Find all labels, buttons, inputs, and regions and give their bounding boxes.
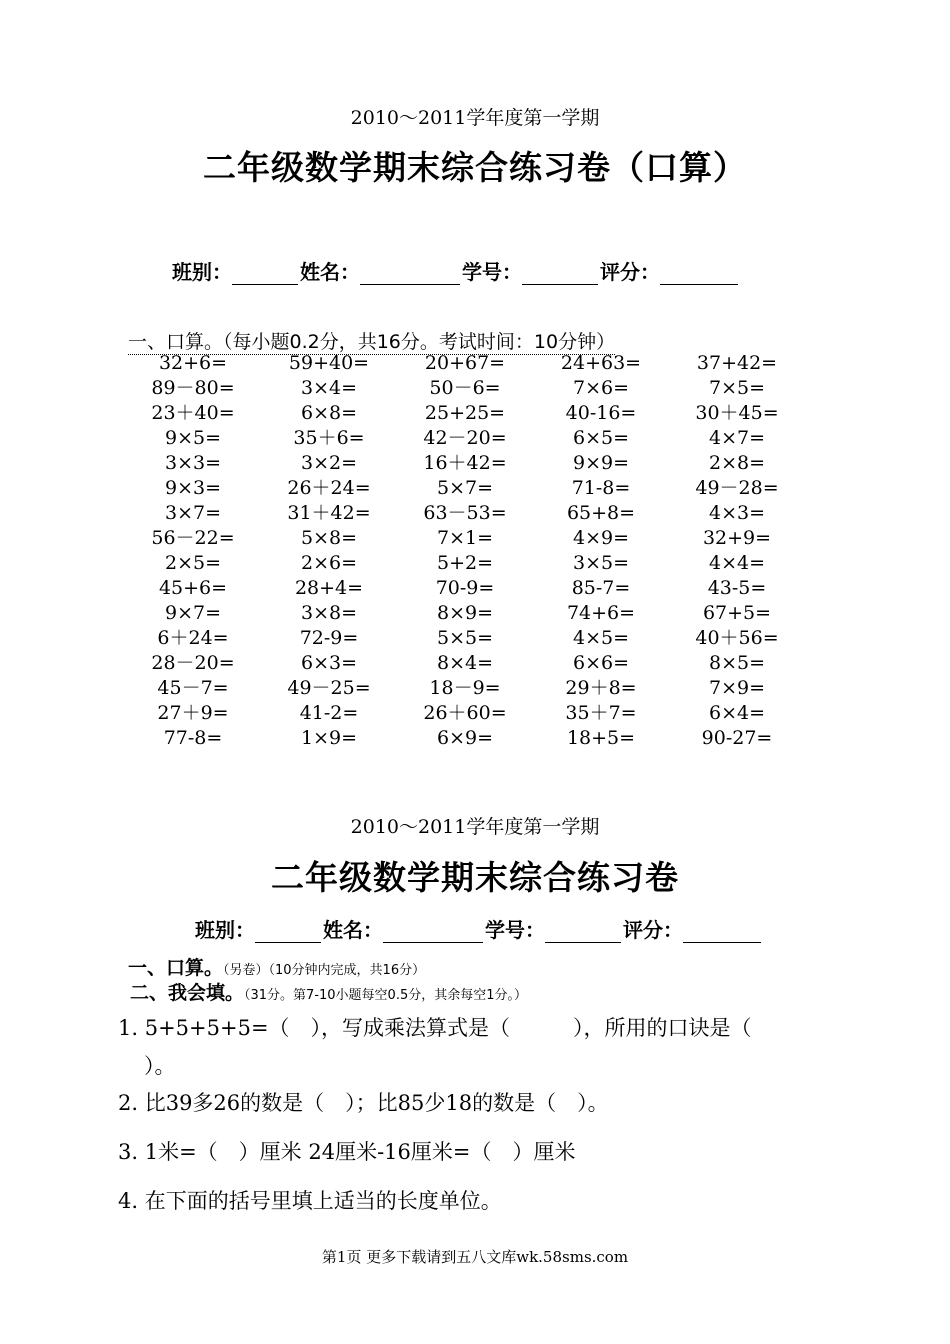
problem-cell: 70-9= [435,577,495,599]
problem-cell: 37+42= [696,352,778,374]
name-blank[interactable] [383,924,483,943]
problem-cell: 63－53= [423,502,507,524]
section1-note: （另卷）（10分钟内完成，共16分） [223,963,426,978]
sheet1-title: 二年级数学期末综合练习卷（口算） [203,148,747,187]
problem-cell: 40-16= [565,402,637,424]
sheet1-section-heading: 一、口算。（每小题0.2分，共16分。考试时间：10分钟） [128,327,615,355]
question-3: 3. 1米=（ ）厘米 24厘米-16厘米=（ ）厘米 [118,1140,576,1164]
problem-cell: 6×5= [572,427,630,449]
problem-cell: 89－80= [151,377,235,399]
class-label: 班别： [172,260,232,284]
score-blank[interactable] [660,266,738,285]
problem-cell: 30＋45= [695,402,779,424]
class-label: 班别： [195,918,255,942]
problem-cell: 7×1= [436,527,494,549]
number-blank[interactable] [522,266,598,285]
problem-cell: 67+5= [702,602,772,624]
problem-cell: 18－9= [429,677,501,699]
problem-cell: 4×5= [572,627,630,649]
problem-cell: 90-27= [701,727,773,749]
sheet2-info-row [195,914,763,943]
question-4: 4. 在下面的括号里填上适当的长度单位。 [118,1189,502,1213]
sheet2-section2 [130,978,527,1005]
problem-cell: 4×3= [708,502,766,524]
problem-cell: 7×9= [708,677,766,699]
problem-cell: 3×2= [300,452,358,474]
problem-cell: 28－20= [151,652,235,674]
problem-cell: 6×4= [708,702,766,724]
problem-cell: 3×7= [164,502,222,524]
problem-cell: 24+63= [560,352,642,374]
problem-cell: 49－25= [287,677,371,699]
score-label: 评分： [623,918,683,942]
question-2: 2. 比39多26的数是（ ）；比85少18的数是（ ）。 [118,1091,609,1115]
problem-cell: 26＋60= [423,702,507,724]
problem-cell: 45－7= [157,677,229,699]
problem-cell: 85-7= [571,577,631,599]
problem-cell: 9×3= [164,477,222,499]
problem-cell: 8×4= [436,652,494,674]
problem-cell: 71-8= [571,477,631,499]
problem-cell: 6×8= [300,402,358,424]
problem-cell: 6×6= [572,652,630,674]
problem-cell: 45+6= [158,577,228,599]
problem-cell: 28+4= [294,577,364,599]
score-blank[interactable] [683,924,761,943]
class-blank[interactable] [255,924,321,943]
problem-cell: 2×8= [708,452,766,474]
sheet1-info-row [172,256,740,285]
problem-cell: 3×3= [164,452,222,474]
question-1-line2: ）。 [144,1054,176,1078]
sheet1-year: 2010～2011学年度第一学期 [350,107,600,129]
problem-cell: 18+5= [566,727,636,749]
name-label: 姓名： [300,260,360,284]
oral-calc-grid [125,351,805,751]
problem-cell: 20+67= [424,352,506,374]
problem-cell: 6×3= [300,652,358,674]
problem-cell: 7×6= [572,377,630,399]
problem-cell: 6＋24= [157,627,229,649]
problem-cell: 72-9= [299,627,359,649]
problem-cell: 65+8= [566,502,636,524]
sheet2-year: 2010～2011学年度第一学期 [350,816,600,838]
sheet2-title: 二年级数学期末综合练习卷 [271,858,679,897]
problem-cell: 4×7= [708,427,766,449]
problem-cell: 32+9= [702,527,772,549]
problem-cell: 3×5= [572,552,630,574]
problem-cell: 25+25= [424,402,506,424]
problem-cell: 7×5= [708,377,766,399]
problem-cell: 5×7= [436,477,494,499]
problem-cell: 5×8= [300,527,358,549]
problem-cell: 2×5= [164,552,222,574]
problem-cell: 6×9= [436,727,494,749]
number-blank[interactable] [545,924,621,943]
problem-cell: 3×4= [300,377,358,399]
problem-cell: 9×5= [164,427,222,449]
problem-cell: 56－22= [151,527,235,549]
problem-cell: 40＋56= [695,627,779,649]
problem-cell: 1×9= [300,727,358,749]
problem-cell: 4×4= [708,552,766,574]
problem-cell: 50－6= [429,377,501,399]
section2-note: （31分。第7-10小题每空0.5分，其余每空1分。） [244,988,528,1003]
problem-cell: 9×7= [164,602,222,624]
problem-cell: 32+6= [158,352,228,374]
name-label: 姓名： [323,918,383,942]
problem-cell: 29＋8= [565,677,637,699]
problem-cell: 35＋6= [293,427,365,449]
problem-cell: 27＋9= [157,702,229,724]
name-blank[interactable] [360,266,460,285]
problem-cell: 77-8= [163,727,223,749]
problem-cell: 3×8= [300,602,358,624]
problem-cell: 42－20= [423,427,507,449]
problem-cell: 26＋24= [287,477,371,499]
sheet2-section1 [128,953,425,980]
problem-cell: 23＋40= [151,402,235,424]
problem-cell: 5×5= [436,627,494,649]
number-label: 学号： [462,260,522,284]
page-footer: 第1页 更多下载请到五八文库wk.58sms.com [321,1248,629,1266]
question-1-line1: 1. 5+5+5+5=（ ），写成乘法算式是（ ），所用的口诀是（ [118,1016,752,1040]
problem-cell: 5+2= [436,552,494,574]
class-blank[interactable] [232,266,298,285]
problem-cell: 9×9= [572,452,630,474]
section2-label: 二、我会填。 [130,982,245,1004]
problem-cell: 49－28= [695,477,779,499]
problem-cell: 4×9= [572,527,630,549]
problem-cell: 43-5= [707,577,767,599]
section1-label: 一、口算。 [128,957,224,979]
problem-cell: 59+40= [288,352,370,374]
problem-cell: 41-2= [299,702,359,724]
number-label: 学号： [485,918,545,942]
problem-cell: 2×6= [300,552,358,574]
score-label: 评分： [600,260,660,284]
problem-cell: 74+6= [566,602,636,624]
problem-cell: 31＋42= [287,502,371,524]
problem-cell: 16＋42= [423,452,507,474]
problem-cell: 35＋7= [565,702,637,724]
problem-cell: 8×5= [708,652,766,674]
problem-cell: 8×9= [436,602,494,624]
